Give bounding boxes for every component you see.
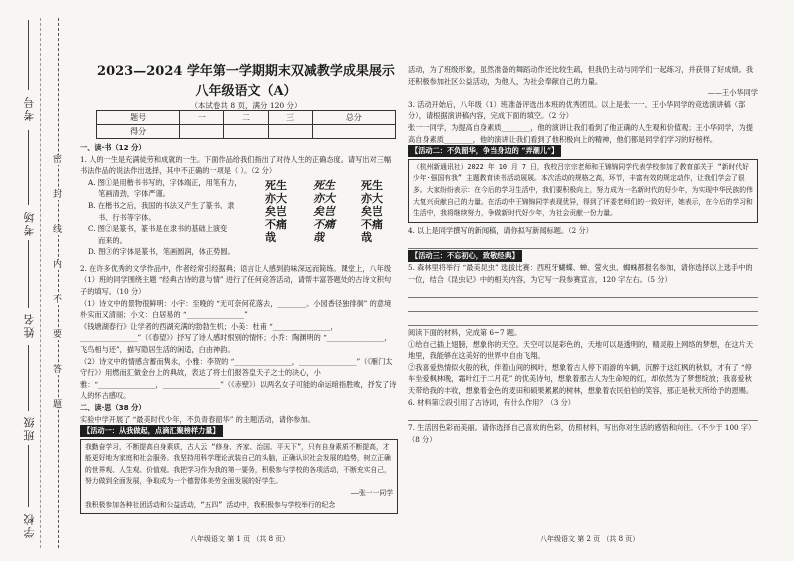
- question-text: 2. 在许多优秀的文学作品中，作者经常引经据典；语言让人感到韵味深远而简练。课堂上，八年级（1）班的同学围绕主题 “经典古诗的意与情” 进行了任何竞答活动，请帮丰富答题处的古诗文积句子的填写。（10 分）: [80, 263, 392, 296]
- option-text: C. 图②是篆书，篆书是在隶书的基础上演变: [88, 224, 228, 234]
- option-text: 书、行书等字体。: [98, 212, 156, 222]
- speech-text: 活动，为了班级形象，虽然准备的舞蹈动作还比较生疏，但我仍主动与同学们一起练习，并获得了好成绩。我还积极参加社区公益活动，为他人，为社会奉献自己的力量。: [408, 65, 754, 86]
- calligraphy-sample: 死生 亦大 矣岂 不痛 哉: [265, 178, 287, 244]
- question-text: 7. 生活因色彩而美丽。请你选择自己喜欢的色彩，仿照材料，写出你对生活的感悟和向往。（不少于 100 字）（8 分）: [408, 423, 756, 444]
- exam-no-label: 考号: [23, 95, 36, 121]
- binding-outer-line: [40, 18, 41, 548]
- score-cell: 总分: [312, 111, 395, 125]
- seal-char: 不: [53, 295, 63, 305]
- intro-text: 实验中学开展了 “最美时代少年，不负青春韶华” 的主题活动，请你参加。: [80, 414, 315, 424]
- score-cell: 二: [224, 111, 268, 125]
- page-footer-right: 八年级语文 第 2 页 （共 8 页）: [540, 535, 640, 543]
- school-line: [28, 445, 29, 507]
- score-cell: 一: [180, 111, 224, 125]
- seal-char: 密: [53, 155, 63, 165]
- page-footer-left: 八年级语文 第 1 页 （共 8 页）: [190, 535, 290, 543]
- answer-line[interactable]: [408, 313, 758, 326]
- score-cell: 题号: [97, 111, 180, 125]
- question-text: 4. 以上是同学撰写的新闻稿，请你拟写新闻标题。（2 分）: [408, 225, 593, 235]
- left-column: [80, 142, 398, 516]
- exam-note: （本试卷共 8 页，满分 120 分）: [190, 101, 302, 110]
- seal-char: 题: [53, 400, 63, 410]
- activity-heading: 【活动二：不负韶华，争当身边的 “弄潮儿”】: [408, 145, 561, 157]
- calligraphy-images: [265, 179, 395, 247]
- answer-line[interactable]: [408, 285, 758, 298]
- calligraphy-sample: 死生 亦大 矣岂 不痛 哉: [313, 178, 335, 244]
- question-text: 1. 人的一生是充满徒劳和成就的一生。下面作品给我们指出了对待人生的正确态度。请写出对三幅书法作品的说法作出选择，其中不正确的一项是（ ）。（2 分）: [80, 154, 392, 176]
- speech-signature: ——王小华同学: [707, 88, 758, 98]
- activity-heading: 【活动一：从我做起，点滴汇聚榜样力量】: [80, 425, 223, 437]
- exam-title: 2023—2024 学年第一学期期末双减教学成果展示: [97, 64, 395, 79]
- room-line: [28, 130, 29, 205]
- activity-heading: 【活动三：不忘初心，致敬经典】: [408, 250, 522, 262]
- question-text: 《钱塘湖春行》让学者的西湖充满的勃勃生机；小美：杜甫 “________________，________________”（《春望》）抒写了诗人感时恨别的情怀；小乔：陶渊明的 “________________，飞鸟相与还”，描写隐居生活的闲适，白由神韵。: [80, 321, 392, 354]
- score-cell: 三: [268, 111, 312, 125]
- question-text: 5. 森林里将举行 “最美昆虫” 选拔比赛：西班牙蝴蝶、蝉、萤火虫、蜘蛛都报名参加，请你选择以上选手中的一位，结合《昆虫记》中的相关内容，为它写一段参赛宣言，120 字左右。（5 分）: [408, 262, 753, 284]
- answer-line[interactable]: [408, 236, 758, 249]
- material-text: ②我喜爱热情似火般的秋，伴着山间的枫叶，想象着古人停下雨游的车辆，沉醉于这红枫的秋似，才有了 “停车坐爱枫林晚，霜叶红于二月花” 的优美诗句，想象着那古人为生命短的红，却依然为了梦想绽放；我喜爱秋天带给我的丰收，想象着金色的麦田和硕果累累的树林，想象着农民伯伯的笑容，那正是秋天所给予的恩赐。: [408, 362, 754, 396]
- news-box: [408, 159, 758, 223]
- seal-char: 答: [53, 365, 63, 375]
- speech-box: [80, 439, 398, 515]
- option-text: A. 图①是用楷书书写的，字体端正，用笔有力，: [88, 177, 242, 187]
- binding-seal-line: [58, 18, 59, 548]
- exam-subtitle: 八年级语文（A）: [195, 84, 297, 99]
- name-label: 姓名: [23, 312, 36, 338]
- question-text: 张一一同学，为提高自身素质________，他的演讲让我们看到了他正确的人生观和价值观；王小华同学，为提高自身素质________，他的演讲让我们看到了他积极向上的精神，他们都是同学们学习的好榜样。: [408, 122, 754, 144]
- score-cell[interactable]: [312, 125, 395, 139]
- option-text: B. 在楷书之后，我国的书法又产生了篆书、隶: [88, 200, 235, 210]
- material-text: ①给自己插上翅膀，想象你的天空。天空可以是彩色的，天地可以是透明的，精灵般上网络的梦想，在这片天地里，我能够在这美好的世界中自由飞翔。: [408, 339, 754, 361]
- calligraphy-sample: 死生 亦大 矣岂 不痛 哉: [361, 178, 383, 244]
- speech-text: 我勤奋学习，不断提高自身素质，古人云 “修身、齐家、治国、平天下”，只有自身素质不断提高，才能更好地为家庭和社会服务。我坚持用科学理论武装自己的头脑，正确认识社会发展的趋势，树立正确的世界观、人生观、价值观。我把学习作为我的第一要务，积极参与学校的各项活动，不断充实自己，努力做到全面发展，争取成为一个德智体美劳全面发展的好学生。: [85, 442, 391, 486]
- question-text: （2）诗文中的情感含蓄而隽永，小雅：李贺的 “________________，________________”（《雁门太守行》）用燃而汇做金台上的典故，表达了将士们报答皇天子之士的决心，小雅：“________________，________________”（《赤壁》）以两名女子可能的命运暗指胜败，抒发了诗人的怀古感叹。: [80, 356, 397, 401]
- answer-line[interactable]: [408, 299, 758, 312]
- speech-signature: ——张一一同学: [350, 489, 393, 498]
- class-label: 班级: [23, 415, 36, 441]
- exam-no-line: [28, 20, 29, 90]
- reading-intro: 阅读下面的材料，完成第 6~7 题。: [408, 328, 522, 338]
- school-label: 学校: [23, 512, 36, 538]
- right-column: [408, 64, 758, 445]
- section-heading: 二、读·思（38 分）: [80, 402, 146, 412]
- seal-char: 线: [53, 225, 63, 235]
- section-heading: 一、读·书（12 分）: [80, 143, 146, 152]
- q1-options: [80, 177, 398, 263]
- speech-text: 我积极参加各种社团活动和公益活动，“五四” 活动中，我积极参与学校举行的纪念: [85, 500, 336, 509]
- score-table: [96, 110, 396, 139]
- option-text: 而来的。: [98, 235, 127, 245]
- name-line: [28, 240, 29, 308]
- question-text: （1）诗文中的景物很鲜明：小宇：至晚的 “无可奈何花落去，________。小园香径独徘徊” 的意境朴实而又清丽；小文：白居易的 “________________”: [80, 298, 392, 320]
- option-text: D. 图③的字体是篆书，笔画圆润，体正势圆。: [88, 247, 235, 257]
- binding-margin: [0, 0, 64, 561]
- score-cell[interactable]: [268, 125, 312, 139]
- room-label: 考场: [23, 210, 36, 236]
- class-line: [28, 345, 29, 411]
- option-text: 笔画清劲，字体严谨。: [98, 189, 170, 199]
- seal-char: 内: [53, 260, 63, 270]
- news-text: （杭州新通讯社）2022 年 10 月 7 日，我校吕宗宗老师和王锦锦同学代表学校参加了教育部关于 “新时代好少年·强国有我” 主题教育读书活动展展。本次活动的规格之高，环节，丰富有效的规定动作，让我们学会了很多。大家纷纷表示：在今后的学习生活中，我们要积极向上，努力成为一名新时代的好少年，为实现中华民族的伟大复兴贡献自己的力量。在活动中王锦锦同学表现优异，得到了评委老师们的一致好评，她表示，在今后的学习和生活中，我将继续努力，争做新时代好少年，为社会贡献一份力量。: [413, 162, 753, 218]
- seal-char: 封: [53, 190, 63, 200]
- question-text: 3. 活动开始后，八年级（1）班准备评选出本班的优秀团员。以上是张一一、王小华同学的竞选演讲稿（部分），请根据演讲稿内容，完成下面的填空。（2 分）: [408, 99, 746, 121]
- score-cell[interactable]: [224, 125, 268, 139]
- score-cell: 得分: [97, 125, 180, 139]
- score-cell[interactable]: [180, 125, 224, 139]
- seal-char: 要: [53, 330, 63, 340]
- question-text: 6. 材料第②段引用了古诗词，有什么作用？（3 分）: [408, 397, 575, 407]
- answer-line[interactable]: [408, 408, 758, 421]
